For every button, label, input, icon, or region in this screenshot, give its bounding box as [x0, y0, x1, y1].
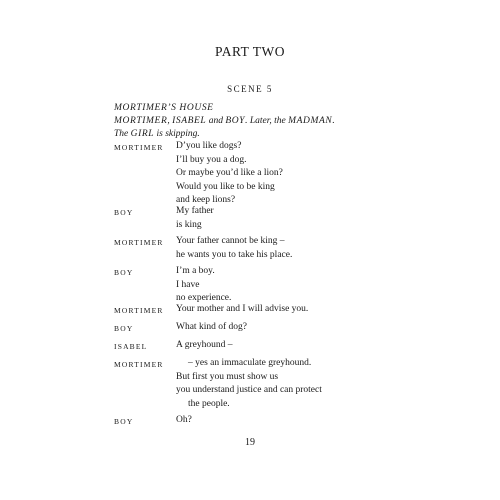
- speech-line: I’m a boy.: [176, 266, 215, 276]
- speech-line: I’ll buy you a dog.: [176, 154, 247, 165]
- speech-block: [176, 339, 426, 353]
- speech-line: Or maybe you’d like a lion?: [176, 168, 283, 178]
- speech-line: A greyhound –: [176, 340, 233, 350]
- speaker-name: MORTIMER: [114, 143, 164, 152]
- speech-block: [176, 321, 426, 335]
- speech-line: But first you must show us: [176, 371, 279, 382]
- speech-line: Your mother and I will advise you.: [176, 304, 309, 314]
- speech-line: the people.: [188, 398, 230, 409]
- speech-block: [176, 205, 426, 232]
- speech-block: [176, 265, 426, 306]
- character-name: BOY: [225, 116, 246, 126]
- speaker-name: MORTIMER: [114, 238, 164, 247]
- speech-line: Your father cannot be king –: [176, 236, 285, 246]
- speech-block: [176, 140, 426, 208]
- speech-line: is king: [176, 219, 202, 230]
- speaker-name: BOY: [114, 208, 134, 217]
- direction-text: and: [206, 116, 226, 126]
- speech-block: [176, 303, 426, 317]
- speech-line: What kind of dog?: [176, 322, 247, 332]
- speaker-name: MORTIMER: [114, 306, 164, 315]
- speech-line: Would you like to be king: [176, 181, 275, 192]
- speech-line: I have: [176, 279, 200, 290]
- speech-block: [176, 357, 426, 411]
- speech-block: [176, 235, 426, 262]
- speaker-name: ISABEL: [114, 342, 148, 351]
- direction-text: ,: [167, 116, 173, 126]
- speaker-name: BOY: [114, 324, 134, 333]
- speech-line: D’you like dogs?: [176, 141, 242, 151]
- speech-line: you understand justice and can protect: [176, 385, 322, 395]
- location-text: MORTIMER’S HOUSE: [114, 103, 214, 113]
- speech-line: he wants you to take his place.: [176, 249, 293, 260]
- character-name: GIRL: [130, 129, 155, 139]
- speech-line: no experience.: [176, 293, 232, 303]
- page-number: 19: [245, 437, 255, 448]
- part-title: PART TWO: [214, 44, 286, 59]
- scene-title: SCENE 5: [227, 84, 273, 94]
- speaker-name: MORTIMER: [114, 360, 164, 369]
- speech-line: Oh?: [176, 415, 192, 425]
- character-name: ISABEL: [172, 116, 207, 126]
- character-name: MORTIMER: [114, 116, 168, 126]
- speaker-name: BOY: [114, 417, 134, 426]
- direction-text: .: [332, 116, 335, 126]
- speaker-name: BOY: [114, 268, 134, 277]
- character-name: MADMAN: [288, 116, 333, 126]
- speech-line: My father: [176, 206, 214, 216]
- speech-line: and keep lions?: [176, 195, 236, 205]
- direction-text: The: [114, 129, 131, 139]
- stage-direction-characters: [114, 115, 434, 129]
- stage-direction-location: [114, 102, 434, 116]
- speech-block: [176, 414, 426, 428]
- speech-line: – yes an immaculate greyhound.: [188, 358, 312, 368]
- direction-text: . Later, the: [245, 116, 289, 126]
- direction-text: is skipping.: [154, 129, 200, 139]
